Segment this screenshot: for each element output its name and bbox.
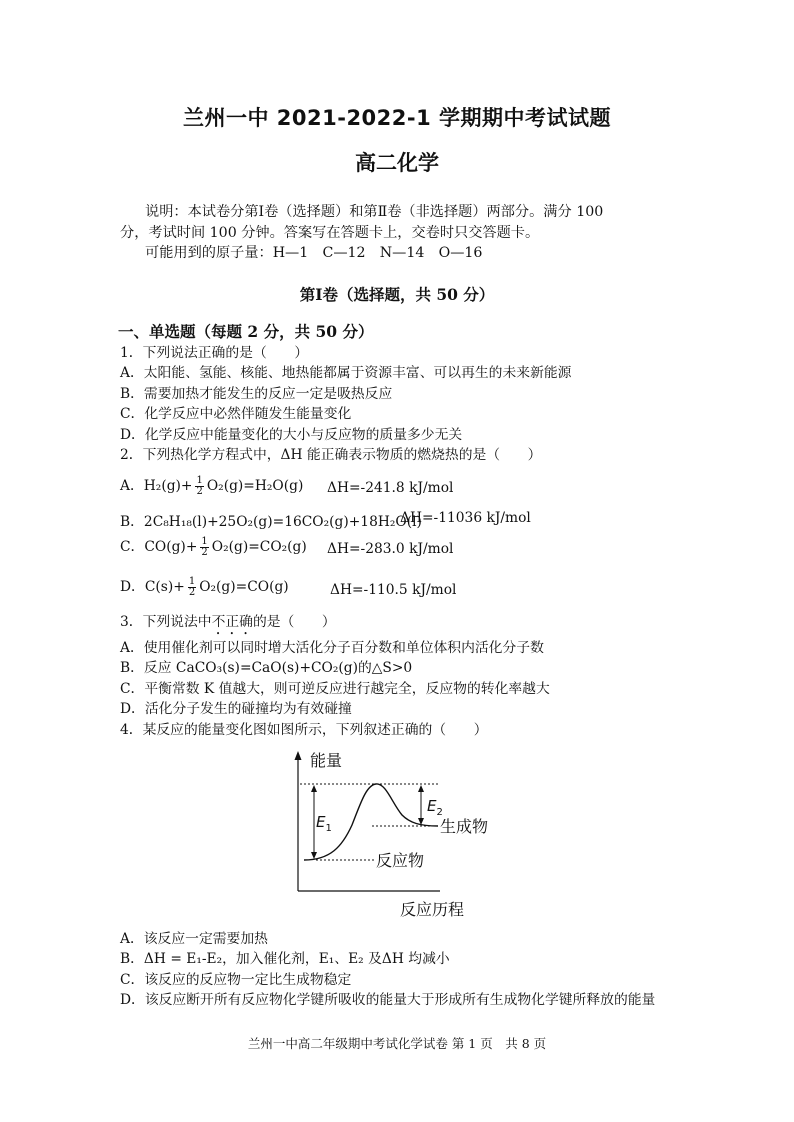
atomic-masses: 可能用到的原子量：H—1 C—12 N—14 O—16 [145, 245, 483, 261]
page-footer: 兰州一中高二年级期中考试化学试卷 第 1 页 共 8 页 [247, 1036, 547, 1051]
exam-subtitle: 高二化学 [355, 151, 439, 175]
q1-option-a: A．太阳能、氢能、核能、地热能都属于资源丰富、可以再生的未来新能源 [120, 365, 572, 381]
q2-option-c [120, 535, 307, 558]
q1-option-c: C．化学反应中必然伴随发生能量变化 [120, 406, 352, 422]
reactant-label: 反应物 [376, 851, 425, 870]
q2-d-left: D．C(s)+ [120, 579, 185, 595]
q2-option-b: B．2C₈H₁₈(l)+25O₂(g)=16CO₂(g)+18H₂O(l) [120, 514, 422, 530]
q2-d-right: O₂(g)=CO(g) [199, 579, 289, 595]
e2-label: $E_2$ [427, 797, 443, 818]
instructions-line-2: 分，考试时间 100 分钟。答案写在答题卡上，交卷时只交答题卡。 [120, 225, 540, 241]
exam-title: 兰州一中 2021-2022-1 学期期中考试试题 [182, 106, 612, 130]
q4-option-a: A．该反应一定需要加热 [120, 931, 268, 947]
q3-stem: 3．下列说法中不正确的是（ ） [120, 614, 336, 630]
q2-option-a-enthalpy: ΔH=-241.8 kJ/mol [327, 480, 454, 496]
fraction-one-half: $\frac{1}{2}$ [196, 475, 203, 497]
q2-option-c-enthalpy: ΔH=-283.0 kJ/mol [327, 541, 454, 557]
product-label: 生成物 [440, 817, 489, 836]
q2-a-left: A．H₂(g)+ [120, 478, 193, 494]
part-title: 第Ⅰ卷（选择题，共 50 分） [299, 285, 495, 304]
q4-stem: 4．某反应的能量变化图如图所示，下列叙述正确的（ ） [120, 722, 488, 738]
q3-option-a: A．使用催化剂可以同时增大活化分子百分数和单位体积内活化分子数 [120, 640, 544, 656]
q2-option-a [120, 474, 303, 497]
q1-option-d: D．化学反应中能量变化的大小与反应物的质量多少无关 [120, 427, 463, 443]
q2-stem: 2．下列热化学方程式中，ΔH 能正确表示物质的燃烧热的是（ ） [120, 447, 542, 463]
q2-option-d [120, 575, 289, 598]
q3-emphasis: 不正确 [211, 614, 253, 630]
q3-option-b: B．反应 CaCO₃(s)=CaO(s)+CO₂(g)的△S>0 [120, 660, 413, 676]
y-axis-arrow [295, 751, 302, 760]
fraction-one-half: $\frac{1}{2}$ [201, 536, 208, 558]
fraction-one-half: $\frac{1}{2}$ [188, 576, 196, 598]
x-axis-label: 反应历程 [400, 900, 465, 919]
q1-stem: 1．下列说法正确的是（ ） [120, 345, 309, 361]
q1-option-b: B．需要加热才能发生的反应一定是吸热反应 [120, 386, 393, 402]
y-axis-label: 能量 [310, 751, 343, 770]
energy-diagram [290, 745, 520, 925]
e1-label: $E_1$ [316, 813, 332, 834]
q3-option-c: C．平衡常数 K 值越大，则可逆反应进行越完全，反应物的转化率越大 [120, 681, 550, 697]
q2-c-right: O₂(g)=CO₂(g) [211, 539, 307, 555]
q4-option-d: D．该反应断开所有反应物化学键所吸收的能量大于形成所有生成物化学键所释放的能量 [120, 992, 656, 1008]
q2-c-left: C．CO(g)+ [120, 539, 198, 555]
q4-option-c: C．该反应的反应物一定比生成物稳定 [120, 972, 352, 988]
instructions-line-1: 说明：本试卷分第Ⅰ卷（选择题）和第Ⅱ卷（非选择题）两部分。满分 100 [145, 204, 604, 220]
q2-option-d-enthalpy: ΔH=-110.5 kJ/mol [330, 582, 457, 598]
q2-option-b-enthalpy: ΔH=-11036 kJ/mol [400, 510, 531, 526]
q4-option-b: B．ΔH = E₁-E₂，加入催化剂，E₁、E₂ 及ΔH 均减小 [120, 951, 450, 967]
q2-a-right: O₂(g)=H₂O(g) [206, 478, 304, 494]
section-title: 一、单选题（每题 2 分，共 50 分） [118, 322, 374, 341]
q3-option-d: D．活化分子发生的碰撞均为有效碰撞 [120, 701, 352, 717]
